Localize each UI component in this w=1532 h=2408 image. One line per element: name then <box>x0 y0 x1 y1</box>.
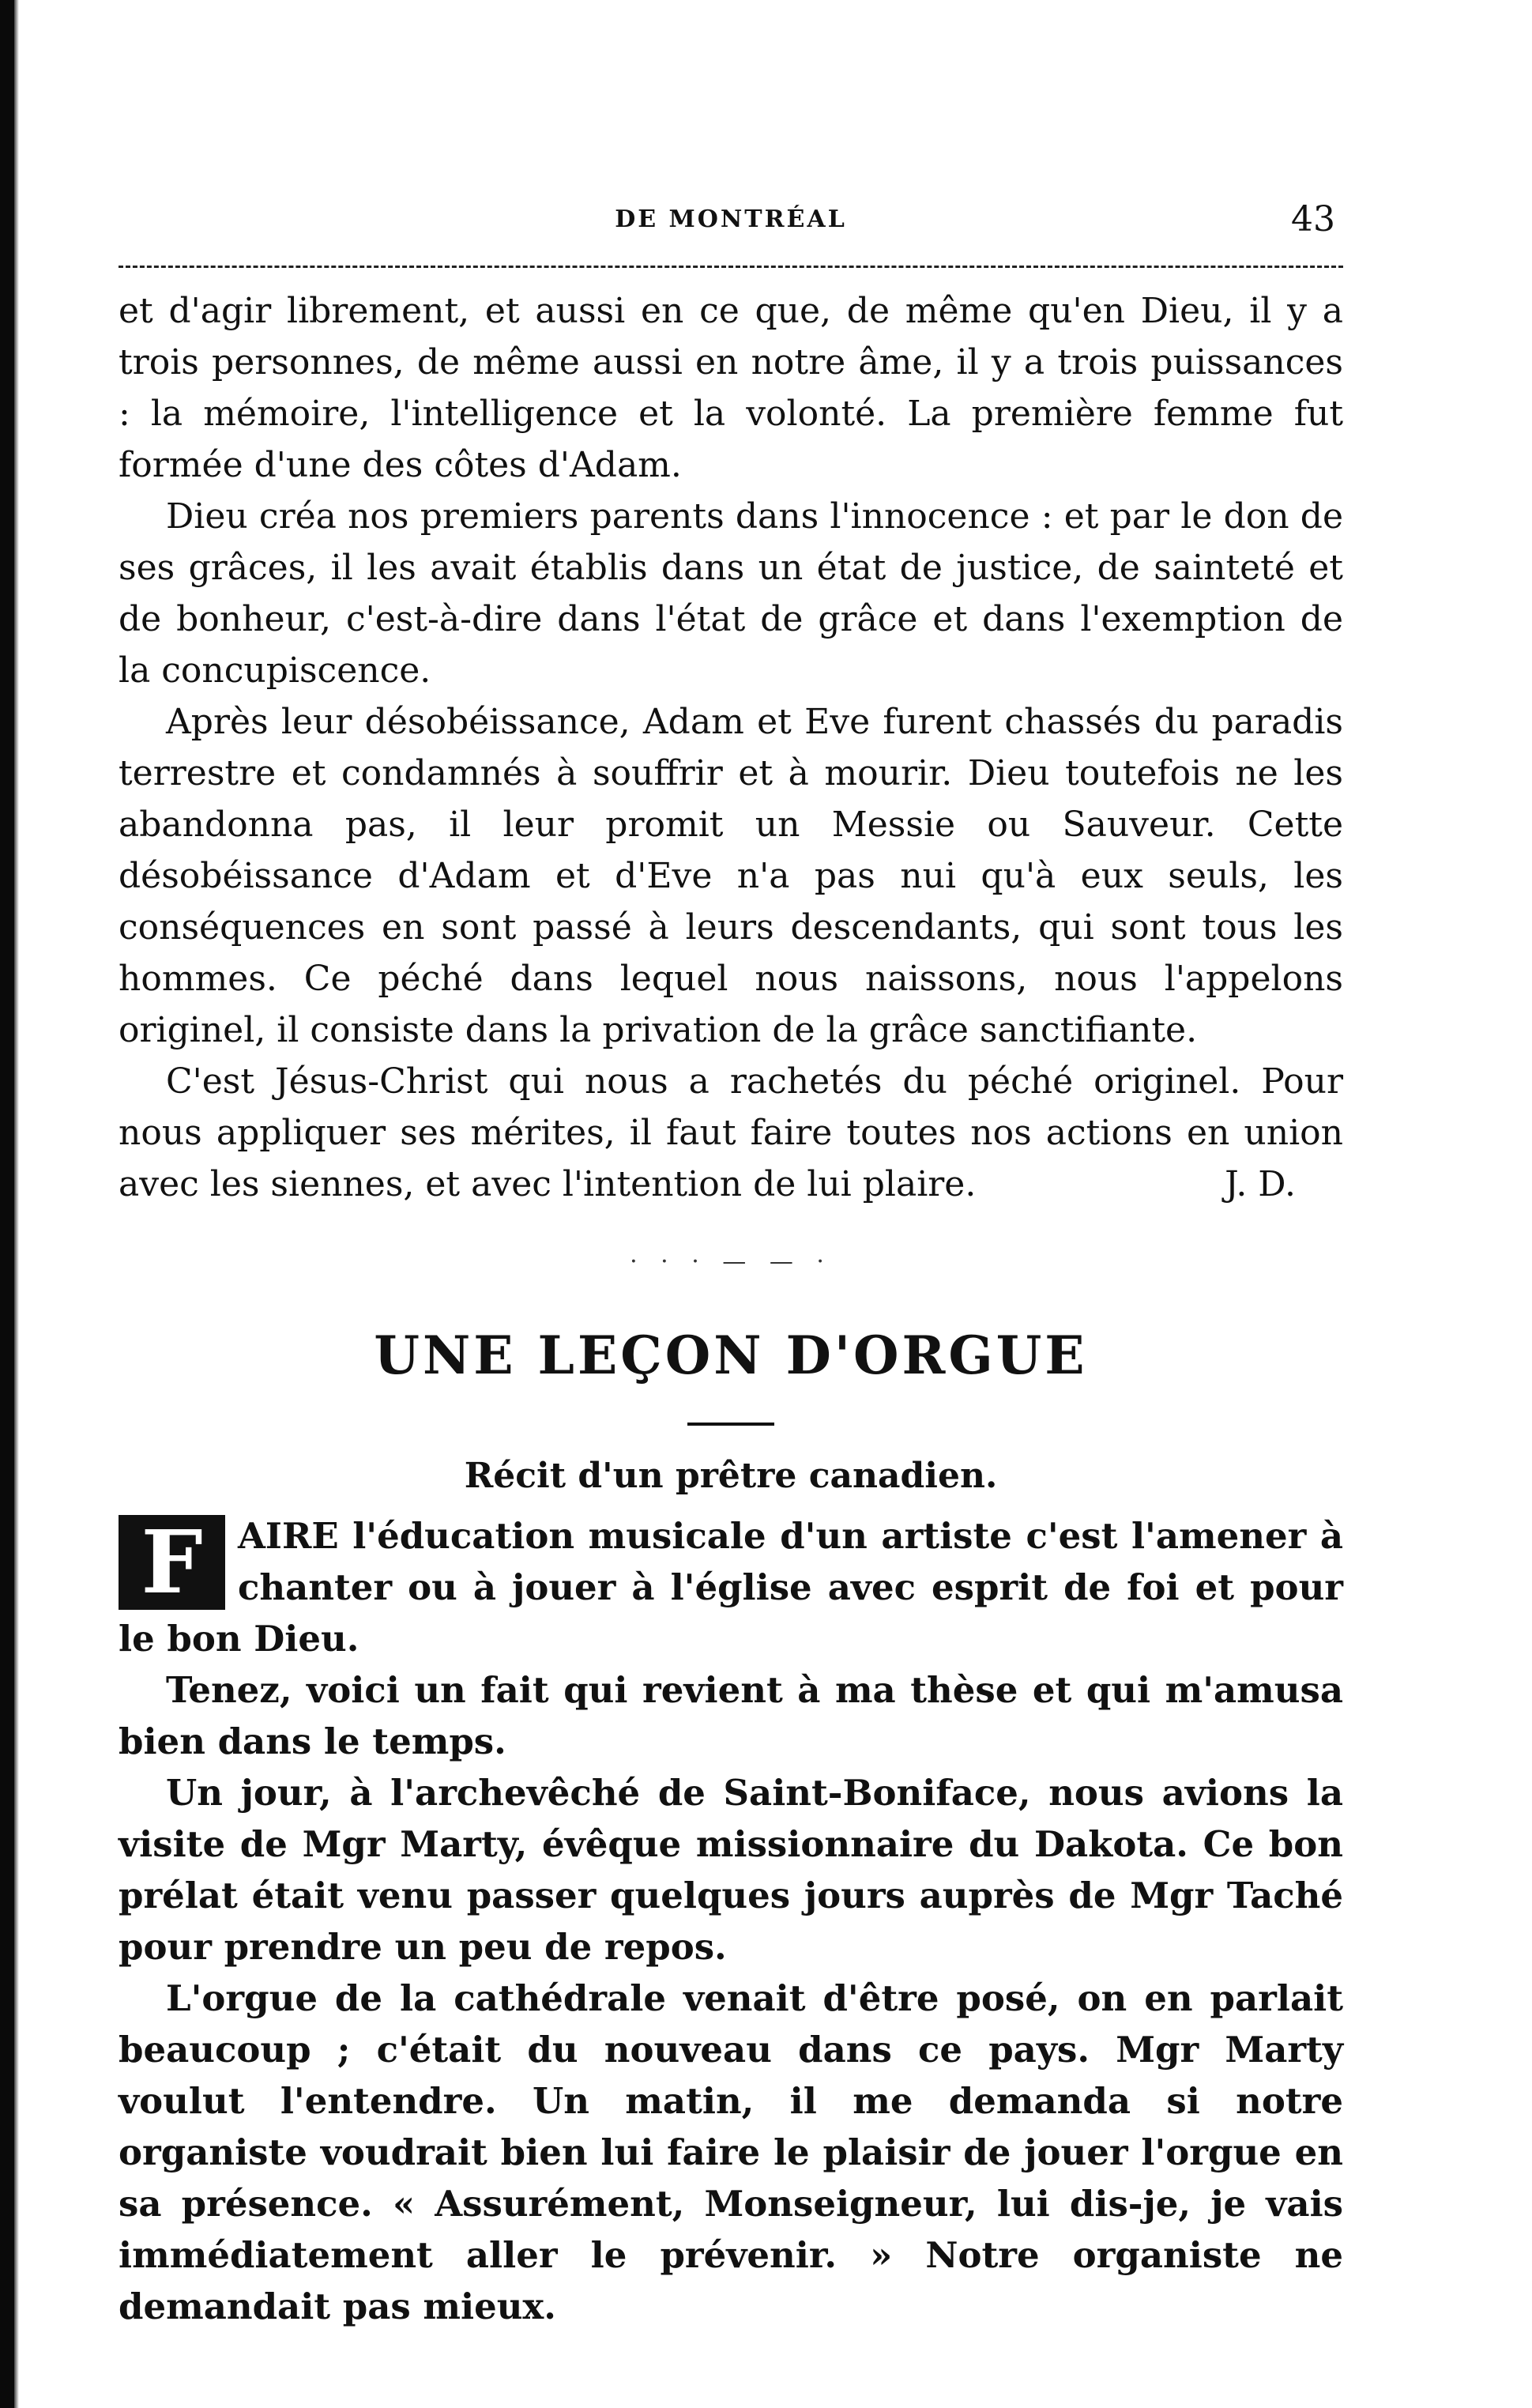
title-rule <box>687 1423 774 1426</box>
running-title: DE MONTRÉAL <box>615 205 847 233</box>
first-paragraph <box>119 1510 1343 1664</box>
article-subtitle: Récit d'un prêtre canadien. <box>464 1456 998 1496</box>
final-paragraph-block <box>119 1056 1343 1210</box>
paragraph <box>119 1056 1343 1210</box>
binding-edge <box>0 0 14 2408</box>
paragraph: Après leur désobéissance, Adam et Eve furent chassés du paradis terrestre et condamnés à souffrir et à mourir. Dieu toutefois ne les abandonna pas, il leur promit un Messie ou Sauveur. Cette désobéissance d'Adam et d'Eve n'a pas nui qu'à eux seuls, les conséquences en sont passé à leurs descendants, qui sont tous les hommes. Ce péché dans lequel nous naissons, nous l'appelons originel, il consiste dans la privation de la grâce sanctifiante. <box>119 702 1343 1050</box>
header-rule <box>119 266 1343 268</box>
paragraph: Dieu créa nos premiers parents dans l'innocence : et par le don de ses grâces, il les avait établis dans un état de justice, de sainteté et de bonheur, c'est-à-dire dans l'état de grâce et dans l'exemption de la concupiscence. <box>119 496 1343 691</box>
section-ornament: · · · — — · <box>630 1248 832 1276</box>
dropcap: F <box>119 1515 225 1610</box>
catechism-section <box>119 285 1343 1210</box>
paragraph: et d'agir librement, et aussi en ce que, de même qu'en Dieu, il y a trois personnes, de même aussi en notre âme, il y a trois puissances : la mémoire, l'intelligence et la volonté. La première femme fut formée d'une des côtes d'Adam. <box>119 291 1343 485</box>
running-head <box>119 199 1343 253</box>
signature: J. D. <box>1225 1164 1296 1204</box>
paragraph: Tenez, voici un fait qui revient à ma thèse et qui m'amusa bien dans le temps. <box>119 1669 1343 1762</box>
paragraph: Un jour, à l'archevêché de Saint-Boniface, nous avions la visite de Mgr Marty, évêque missionnaire du Dakota. Ce bon prélat était venu passer quelques jours auprès de Mgr Taché pour prendre un peu de repos. <box>119 1772 1343 1968</box>
page-number: 43 <box>1291 199 1335 239</box>
paragraph-text: C'est Jésus-Christ qui nous a rachetés du péché originel. Pour nous appliquer ses mérites, il faut faire toutes nos actions en union avec les siennes, et avec l'intention de lui plaire. <box>119 1061 1343 1204</box>
article <box>119 1325 1343 2332</box>
article-title: UNE LEÇON D'ORGUE <box>374 1325 1088 1386</box>
first-paragraph-text: AIRE l'éducation musicale d'un artiste c'est l'amener à chanter ou à jouer à l'église avec esprit de foi et pour le bon Dieu. <box>119 1515 1343 1660</box>
paragraph: L'orgue de la cathédrale venait d'être posé, on en parlait beaucoup ; c'était du nouveau dans ce pays. Mgr Marty voulut l'entendre. Un matin, il me demanda si notre organiste voudrait bien lui faire le plaisir de jouer l'orgue en sa présence. « Assurément, Monseigneur, lui dis-je, je vais immédiatement aller le prévenir. » Notre organiste ne demandait pas mieux. <box>119 1977 1343 2327</box>
book-page <box>119 199 1343 2332</box>
